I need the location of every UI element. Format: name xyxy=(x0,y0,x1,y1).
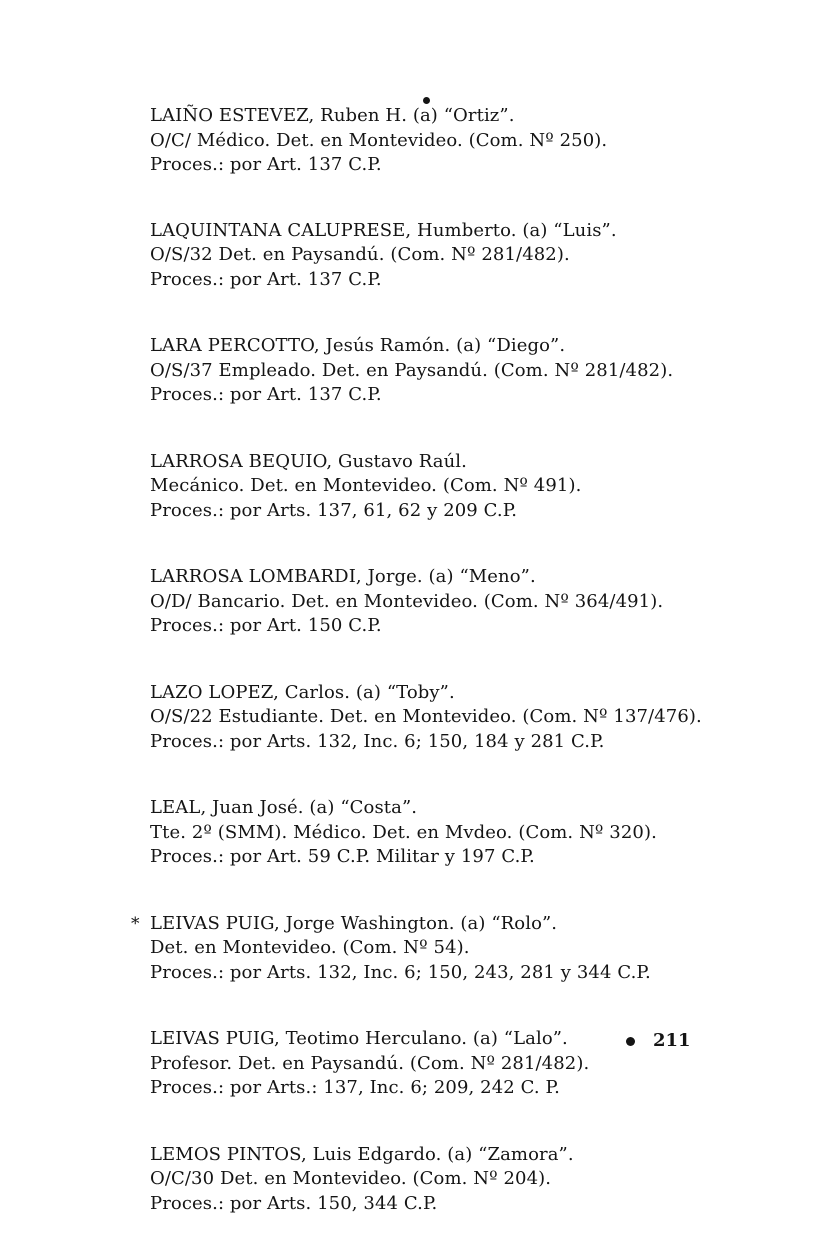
entry xyxy=(150,565,790,639)
entry-detail-line: O/S/22 Estudiante. Det. en Montevideo. (Com. Nº 137/476). xyxy=(150,706,702,727)
entry-proces-line: Proces.: por Art. 137 C.P. xyxy=(150,384,382,405)
entry-proces-line: Proces.: por Arts. 132, Inc. 6; 150, 184 y 281 C.P. xyxy=(150,730,605,752)
entry-proces-line: Proces.: por Art. 137 C.P. xyxy=(150,268,382,290)
entry-name-line: LEAL, Juan José. (a) “Costa”. xyxy=(150,797,418,818)
entry-name-line: LAZO LOPEZ, Carlos. (a) “Toby”. xyxy=(150,681,455,703)
entry xyxy=(150,334,790,408)
entry xyxy=(150,1143,790,1217)
entry-name-line: LEIVAS PUIG, Teotimo Herculano. (a) “Lalo”. xyxy=(150,1028,568,1049)
entry xyxy=(150,681,790,755)
entry-name-line: LARROSA BEQUIO, Gustavo Raúl. xyxy=(150,450,467,472)
entry-detail-line: Profesor. Det. en Paysandú. (Com. Nº 281/482). xyxy=(150,1052,590,1074)
entry-detail-line: O/C/30 Det. en Montevideo. (Com. Nº 204). xyxy=(150,1168,552,1189)
entry xyxy=(150,219,790,293)
entry xyxy=(131,912,790,986)
entry-proces-line: Proces.: por Art. 137 C.P. xyxy=(150,154,382,175)
entry xyxy=(150,1027,790,1101)
entry-star-marker: * xyxy=(131,913,140,934)
entry-name-line: LAIÑO ESTEVEZ, Ruben H. (a) “Ortiz”. xyxy=(150,105,515,126)
entry xyxy=(150,104,790,178)
entry xyxy=(150,796,790,870)
entry-proces-line: Proces.: por Art. 59 C.P. Militar y 197 C.P. xyxy=(150,846,535,867)
entry-list xyxy=(131,104,790,1258)
entry-detail-line: O/S/37 Empleado. Det. en Paysandú. (Com. Nº 281/482). xyxy=(150,359,674,381)
entry xyxy=(150,450,790,524)
page-footer xyxy=(626,1029,691,1053)
entry-detail-line: Mecánico. Det. en Montevideo. (Com. Nº 491). xyxy=(150,475,582,496)
entry-name-line: LEIVAS PUIG, Jorge Washington. (a) “Rolo”. xyxy=(150,912,558,934)
entry-proces-line: Proces.: por Arts.: 137, Inc. 6; 209, 242 C. P. xyxy=(150,1077,560,1098)
entry-name-line: LEMOS PINTOS, Luis Edgardo. (a) “Zamora”. xyxy=(150,1143,574,1165)
entry-detail-line: O/S/32 Det. en Paysandú. (Com. Nº 281/482). xyxy=(150,244,570,265)
entry-proces-line: Proces.: por Art. 150 C.P. xyxy=(150,615,382,636)
entry-proces-line: Proces.: por Arts. 150, 344 C.P. xyxy=(150,1192,438,1214)
entry-detail-line: O/D/ Bancario. Det. en Montevideo. (Com. Nº 364/491). xyxy=(150,590,664,612)
entry-name-line: LAQUINTANA CALUPRESE, Humberto. (a) “Luis”. xyxy=(150,219,617,241)
bullet-icon xyxy=(626,1037,635,1046)
entry-name-line: LARA PERCOTTO, Jesús Ramón. (a) “Diego”. xyxy=(150,335,566,356)
entry-proces-line: Proces.: por Arts. 132, Inc. 6; 150, 243, 281 y 344 C.P. xyxy=(150,961,651,983)
entry-detail-line: O/C/ Médico. Det. en Montevideo. (Com. Nº 250). xyxy=(150,129,608,151)
entry-detail-line: Tte. 2º (SMM). Médico. Det. en Mvdeo. (Com. Nº 320). xyxy=(150,821,657,843)
entry-detail-line: Det. en Montevideo. (Com. Nº 54). xyxy=(150,937,470,958)
top-dot-mark xyxy=(423,97,430,104)
entry-name-line: LARROSA LOMBARDI, Jorge. (a) “Meno”. xyxy=(150,566,536,587)
entry-proces-line: Proces.: por Arts. 137, 61, 62 y 209 C.P. xyxy=(150,499,518,521)
page-number: 211 xyxy=(653,1030,691,1051)
